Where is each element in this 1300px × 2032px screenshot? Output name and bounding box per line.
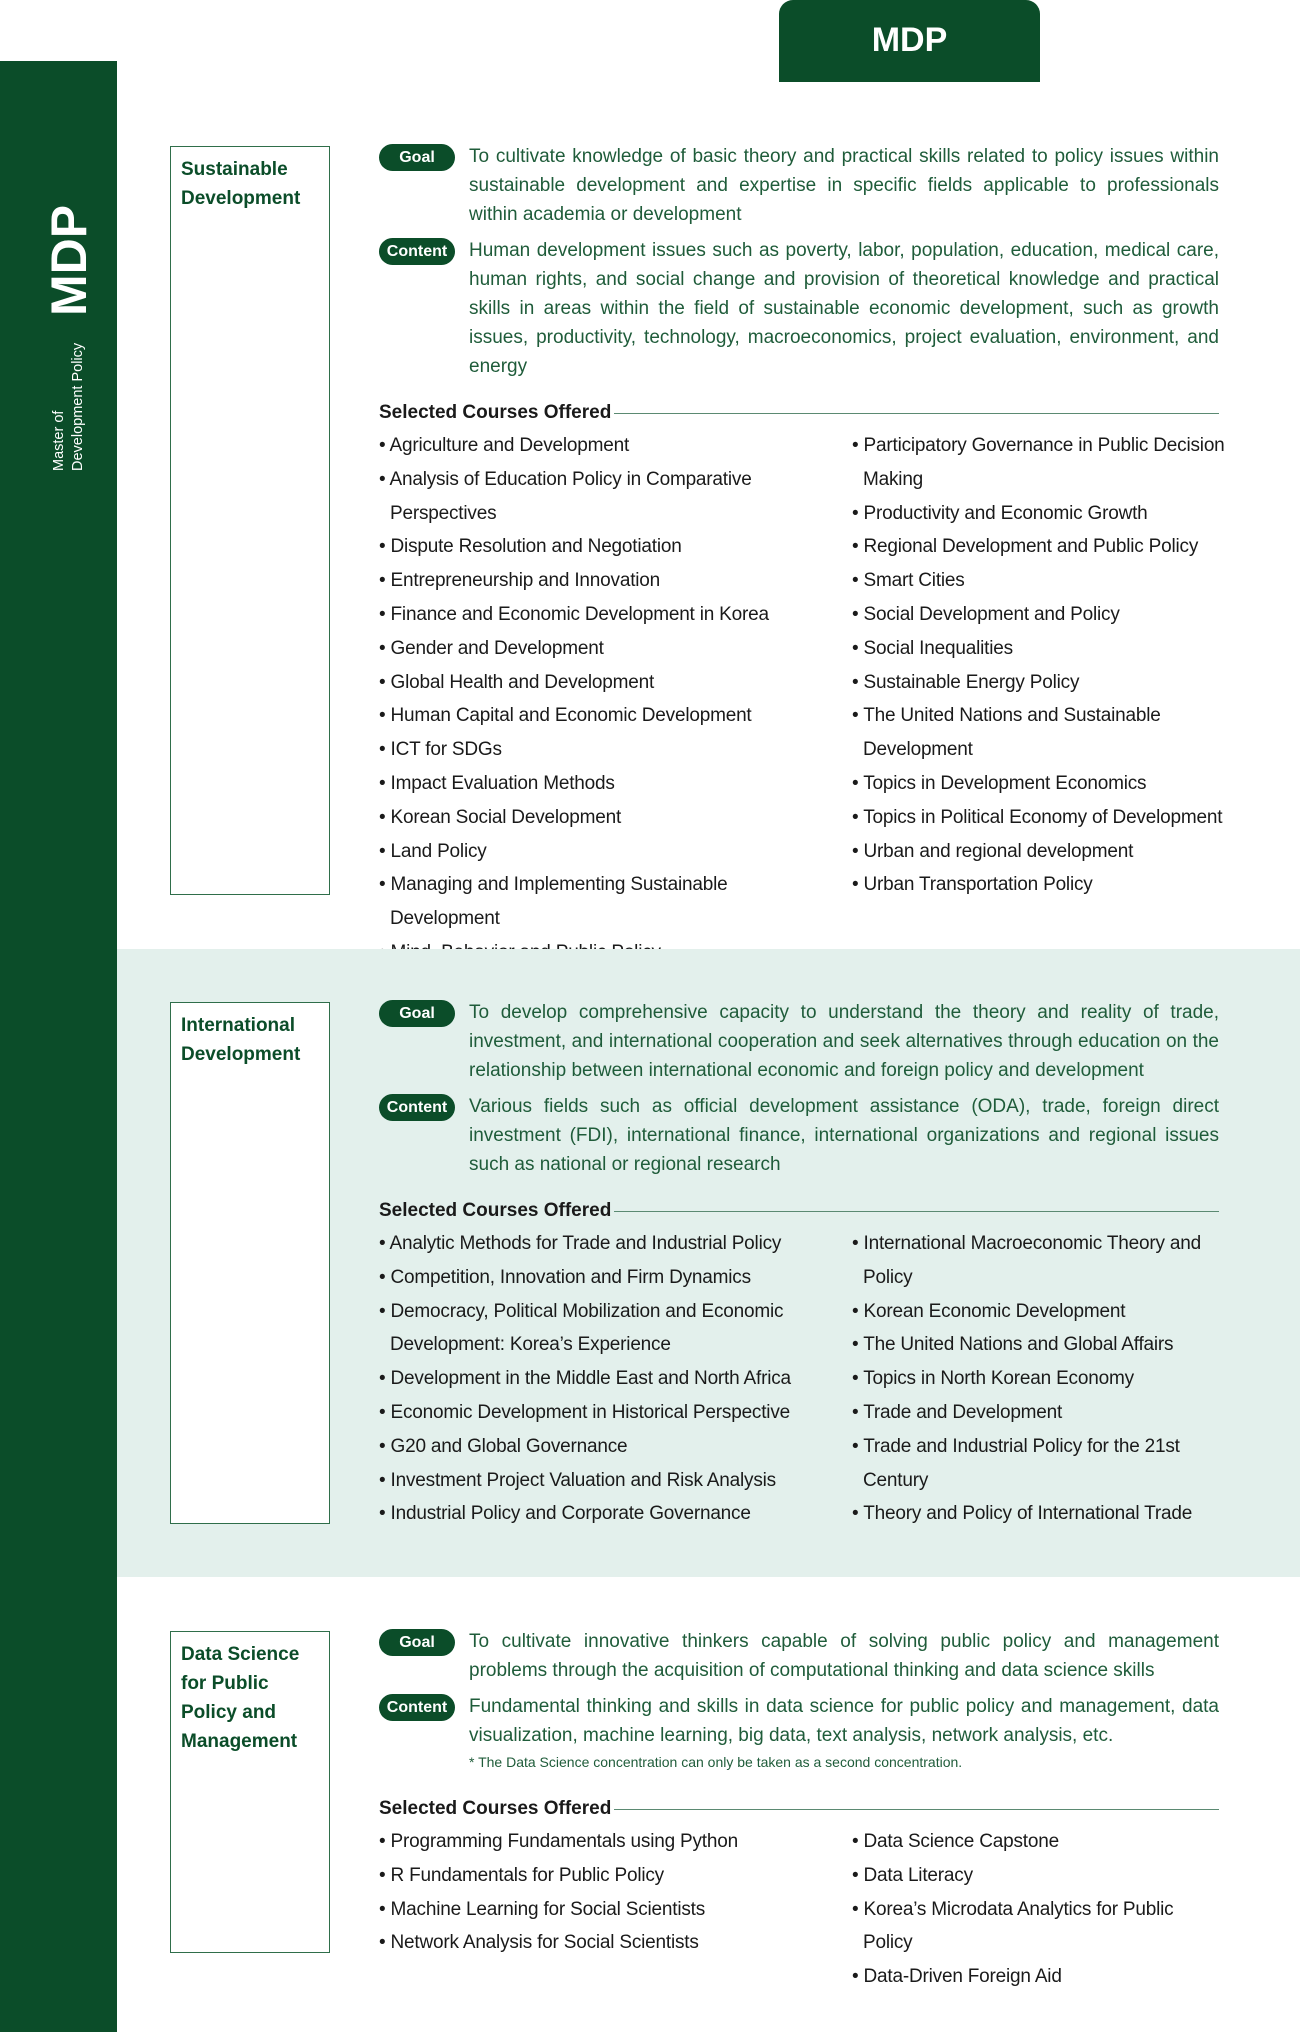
- course-item: • Competition, Innovation and Firm Dynamics: [379, 1261, 819, 1295]
- course-item: • R Fundamentals for Public Policy: [379, 1859, 819, 1893]
- course-item: • Economic Development in Historical Perspective: [379, 1396, 819, 1430]
- courses-heading-text: Selected Courses Offered: [379, 1798, 612, 1819]
- section-title-line: Management: [181, 1731, 298, 1752]
- goal-row: [379, 142, 1219, 232]
- course-list-left: [379, 1825, 819, 1960]
- course-item: • Finance and Economic Development in Korea: [379, 598, 839, 632]
- course-item: • Human Capital and Economic Development: [379, 699, 839, 733]
- course-list-left: [379, 429, 839, 970]
- course-item: • Analysis of Education Policy in Comparative Perspectives: [379, 463, 839, 531]
- content-text: Fundamental thinking and skills in data science for public policy and management, data visualization, machine learning, big data, text analysis, network analysis, etc.: [469, 1696, 1219, 1746]
- course-item: • Topics in Political Economy of Development: [852, 801, 1227, 835]
- course-item: • ICT for SDGs: [379, 733, 839, 767]
- course-item: • Machine Learning for Social Scientists: [379, 1893, 819, 1927]
- section-title-line: Sustainable: [181, 159, 288, 180]
- courses-heading: [379, 400, 1219, 426]
- sidebar-abbreviation: MDP: [41, 204, 97, 316]
- course-item: • Investment Project Valuation and Risk Analysis: [379, 1464, 819, 1498]
- content-row: [379, 236, 1219, 386]
- mdp-tab: MDP: [779, 0, 1040, 82]
- course-item: • G20 and Global Governance: [379, 1430, 819, 1464]
- course-item: • Urban Transportation Policy: [852, 868, 1227, 902]
- course-item: • Korean Economic Development: [852, 1295, 1227, 1329]
- section-title-line: Development: [181, 188, 301, 209]
- course-list-right: [852, 429, 1227, 902]
- content-pill: Content: [379, 1694, 455, 1721]
- course-item: • Democracy, Political Mobilization and Economic Development: Korea’s Experience: [379, 1295, 819, 1363]
- course-item: • Smart Cities: [852, 564, 1227, 598]
- sidebar-full-line-2: Development Policy: [70, 342, 86, 471]
- sidebar-full-name: [50, 343, 88, 471]
- course-item: • International Macroeconomic Theory and Policy: [852, 1227, 1227, 1295]
- course-item: • Dispute Resolution and Negotiation: [379, 530, 839, 564]
- section-title-line: Policy and: [181, 1702, 277, 1723]
- sidebar: [0, 61, 117, 2032]
- course-item: • Industrial Policy and Corporate Governance: [379, 1497, 819, 1531]
- goal-pill: Goal: [379, 144, 455, 171]
- content-row: [379, 1692, 1219, 1772]
- course-item: • Agriculture and Development: [379, 429, 839, 463]
- course-item: • Entrepreneurship and Innovation: [379, 564, 839, 598]
- content-text: Human development issues such as poverty, labor, population, education, medical care, human rights, and social change and provision of theoretical knowledge and practical skills in areas within the field of sustainable economic development, such as growth issues, productivity, technology, macroeconomics, project evaluation, environment, and energy: [469, 240, 1219, 377]
- goal-row: [379, 1627, 1219, 1687]
- course-item: • Global Health and Development: [379, 666, 839, 700]
- content-pill: Content: [379, 1094, 455, 1121]
- courses-heading: [379, 1198, 1219, 1224]
- content-text: Various fields such as official development assistance (ODA), trade, foreign direct investment (FDI), international finance, international organizations and regional issues such as national or regional research: [469, 1096, 1219, 1175]
- section-title-box: [170, 1002, 330, 1524]
- goal-text: To cultivate knowledge of basic theory and practical skills related to policy issues within sustainable development and expertise in specific fields applicable to professionals within academia or development: [469, 146, 1219, 225]
- course-item: • Development in the Middle East and North Africa: [379, 1362, 819, 1396]
- course-item: • Korea’s Microdata Analytics for Public Policy: [852, 1893, 1227, 1961]
- course-item: • Programming Fundamentals using Python: [379, 1825, 819, 1859]
- courses-heading: [379, 1796, 1219, 1822]
- course-item: • Land Policy: [379, 835, 839, 869]
- course-item: • Managing and Implementing Sustainable Development: [379, 868, 839, 936]
- course-list-right: [852, 1825, 1227, 1994]
- course-item: • Network Analysis for Social Scientists: [379, 1926, 819, 1960]
- course-item: • Participatory Governance in Public Decision Making: [852, 429, 1227, 497]
- section-title-line: International: [181, 1015, 296, 1036]
- course-item: • Regional Development and Public Policy: [852, 530, 1227, 564]
- course-item: • Data-Driven Foreign Aid: [852, 1960, 1227, 1994]
- courses-heading-text: Selected Courses Offered: [379, 402, 612, 423]
- course-item: • Social Development and Policy: [852, 598, 1227, 632]
- section-title-box: [170, 1631, 330, 1953]
- goal-text: To develop comprehensive capacity to understand the theory and reality of trade, investment, and international cooperation and seek alternatives through education on the relationship between international economic and foreign policy and development: [469, 1002, 1219, 1081]
- course-item: • Trade and Development: [852, 1396, 1227, 1430]
- content-row: [379, 1092, 1219, 1182]
- course-item: • Data Science Capstone: [852, 1825, 1227, 1859]
- course-list-left: [379, 1227, 819, 1531]
- goal-pill: Goal: [379, 1000, 455, 1027]
- course-item: • Topics in Development Economics: [852, 767, 1227, 801]
- course-list-right: [852, 1227, 1227, 1531]
- course-item: • Korean Social Development: [379, 801, 839, 835]
- concentration-note: * The Data Science concentration can only be taken as a second concentration.: [469, 1754, 963, 1770]
- course-item: • Gender and Development: [379, 632, 839, 666]
- goal-row: [379, 998, 1219, 1088]
- section-title-line: for Public: [181, 1673, 269, 1694]
- course-item: • Social Inequalities: [852, 632, 1227, 666]
- course-item: • Impact Evaluation Methods: [379, 767, 839, 801]
- heading-rule: [614, 1809, 1219, 1810]
- course-item: • Urban and regional development: [852, 835, 1227, 869]
- course-item: • Sustainable Energy Policy: [852, 666, 1227, 700]
- goal-text: To cultivate innovative thinkers capable of solving public policy and management problems through the acquisition of computational thinking and data science skills: [469, 1631, 1219, 1681]
- courses-heading-text: Selected Courses Offered: [379, 1200, 612, 1221]
- sidebar-full-line-1: Master of: [51, 410, 67, 471]
- heading-rule: [614, 413, 1219, 414]
- section-title-line: Development: [181, 1044, 301, 1065]
- course-item: • The United Nations and Sustainable Development: [852, 699, 1227, 767]
- course-item: • The United Nations and Global Affairs: [852, 1328, 1227, 1362]
- course-item: • Productivity and Economic Growth: [852, 497, 1227, 531]
- goal-pill: Goal: [379, 1629, 455, 1656]
- content-pill: Content: [379, 238, 455, 265]
- course-item: • Analytic Methods for Trade and Industrial Policy: [379, 1227, 819, 1261]
- course-item: • Theory and Policy of International Trade: [852, 1497, 1227, 1531]
- course-item: • Topics in North Korean Economy: [852, 1362, 1227, 1396]
- course-item: • Data Literacy: [852, 1859, 1227, 1893]
- course-item: • Trade and Industrial Policy for the 21st Century: [852, 1430, 1227, 1498]
- section-title-box: [170, 146, 330, 895]
- heading-rule: [614, 1211, 1219, 1212]
- section-title-line: Data Science: [181, 1644, 300, 1665]
